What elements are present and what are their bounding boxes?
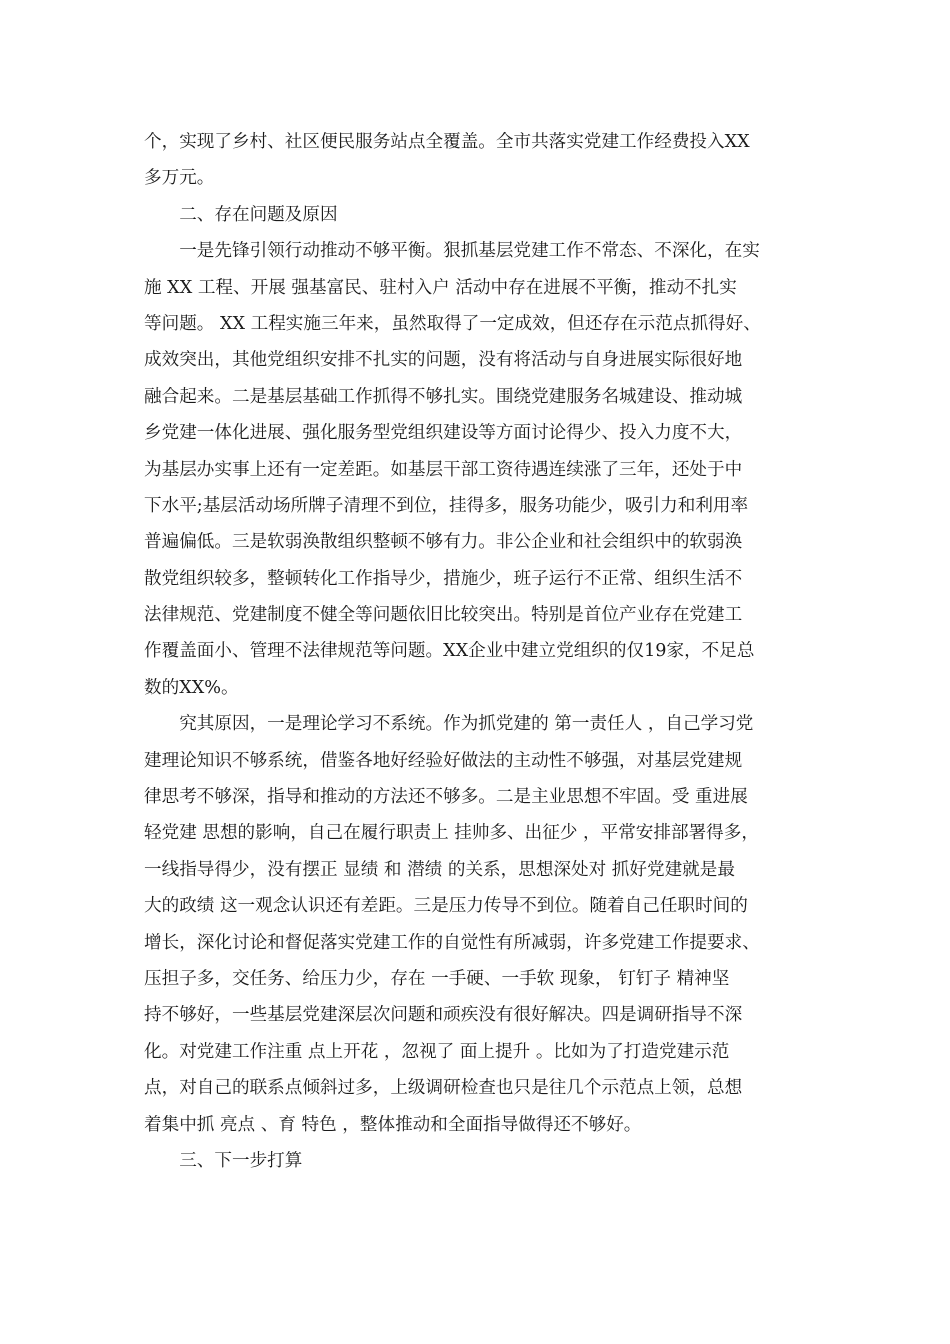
section-heading: 三、下一步打算 bbox=[144, 1150, 303, 1171]
text-line: 一线指导得少，没有摆正 显绩 和 潜绩 的关系，思想深处对 抓好党建就是最 bbox=[144, 859, 735, 880]
text-line: 数的XX%。 bbox=[144, 677, 239, 698]
text-line: 散党组织较多，整顿转化工作指导少，措施少，班子运行不正常、组织生活不 bbox=[144, 568, 743, 589]
text-line: 点，对自己的联系点倾斜过多，上级调研检查也只是往几个示范点上领，总想 bbox=[144, 1078, 743, 1099]
text-line: 下水平;基层活动场所牌子清理不到位，挂得多，服务功能少，吸引力和利用率 bbox=[144, 495, 749, 516]
text-line: 一是先锋引领行动推动不够平衡。狠抓基层党建工作不常态、不深化，在实 bbox=[144, 241, 760, 262]
text-line: 个，实现了乡村、社区便民服务站点全覆盖。全市共落实党建工作经费投入XX bbox=[144, 132, 750, 152]
text-line: 化。对党建工作注重 点上开花 ，忽视了 面上提升 。比如为了打造党建示范 bbox=[144, 1041, 730, 1062]
text-line: 增长，深化讨论和督促落实党建工作的自觉性有所减弱，许多党建工作提要求、 bbox=[144, 932, 760, 953]
text-line: 作覆盖面小、管理不法律规范等问题。XX企业中建立党组织的仅19家，不足总 bbox=[144, 641, 755, 662]
text-line: 法律规范、党建制度不健全等问题依旧比较突出。特别是首位产业存在党建工 bbox=[144, 605, 743, 626]
text-line: 着集中抓 亮点 、育 特色 ，整体推动和全面指导做得还不够好。 bbox=[144, 1114, 642, 1135]
text-line: 施 XX 工程、开展 强基富民、驻村入户 活动中存在进展不平衡，推动不扎实 bbox=[144, 277, 737, 298]
section-heading: 二、存在问题及原因 bbox=[144, 204, 338, 225]
text-line: 多万元。 bbox=[144, 168, 215, 189]
text-line: 建理论知识不够系统，借鉴各地好经验好做法的主动性不够强，对基层党建规 bbox=[144, 750, 743, 771]
text-line: 大的政绩 这一观念认识还有差距。三是压力传导不到位。随着自己任职时间的 bbox=[144, 896, 748, 917]
document-body bbox=[144, 124, 814, 1179]
text-line: 律思考不够深，指导和推动的方法还不够多。二是主业思想不牢固。受 重进展 bbox=[144, 787, 748, 808]
text-line: 究其原因，一是理论学习不系统。作为抓党建的 第一责任人 ，自己学习党 bbox=[144, 714, 754, 735]
text-line: 压担子多，交任务、给压力少，存在 一手硬、一手软 现象， 钉钉子 精神坚 bbox=[144, 968, 730, 989]
text-line: 轻党建 思想的影响，自己在履行职责上 挂帅多、出征少 ，平常安排部署得多， bbox=[144, 823, 759, 844]
text-line: 普遍偏低。三是软弱涣散组织整顿不够有力。非公企业和社会组织中的软弱涣 bbox=[144, 532, 743, 553]
text-line: 乡党建一体化进展、强化服务型党组织建设等方面讨论得少、投入力度不大， bbox=[144, 423, 743, 444]
text-line: 成效突出，其他党组织安排不扎实的问题，没有将活动与自身进展实际很好地 bbox=[144, 350, 743, 371]
text-line: 持不够好，一些基层党建深层次问题和顽疾没有很好解决。四是调研指导不深 bbox=[144, 1005, 743, 1026]
text-line: 融合起来。二是基层基础工作抓得不够扎实。围绕党建服务名城建设、推动城 bbox=[144, 386, 743, 407]
text-line: 等问题。 XX 工程实施三年来，虽然取得了一定成效，但还存在示范点抓得好、 bbox=[144, 313, 761, 334]
text-line: 为基层办实事上还有一定差距。如基层干部工资待遇连续涨了三年，还处于中 bbox=[144, 459, 743, 480]
